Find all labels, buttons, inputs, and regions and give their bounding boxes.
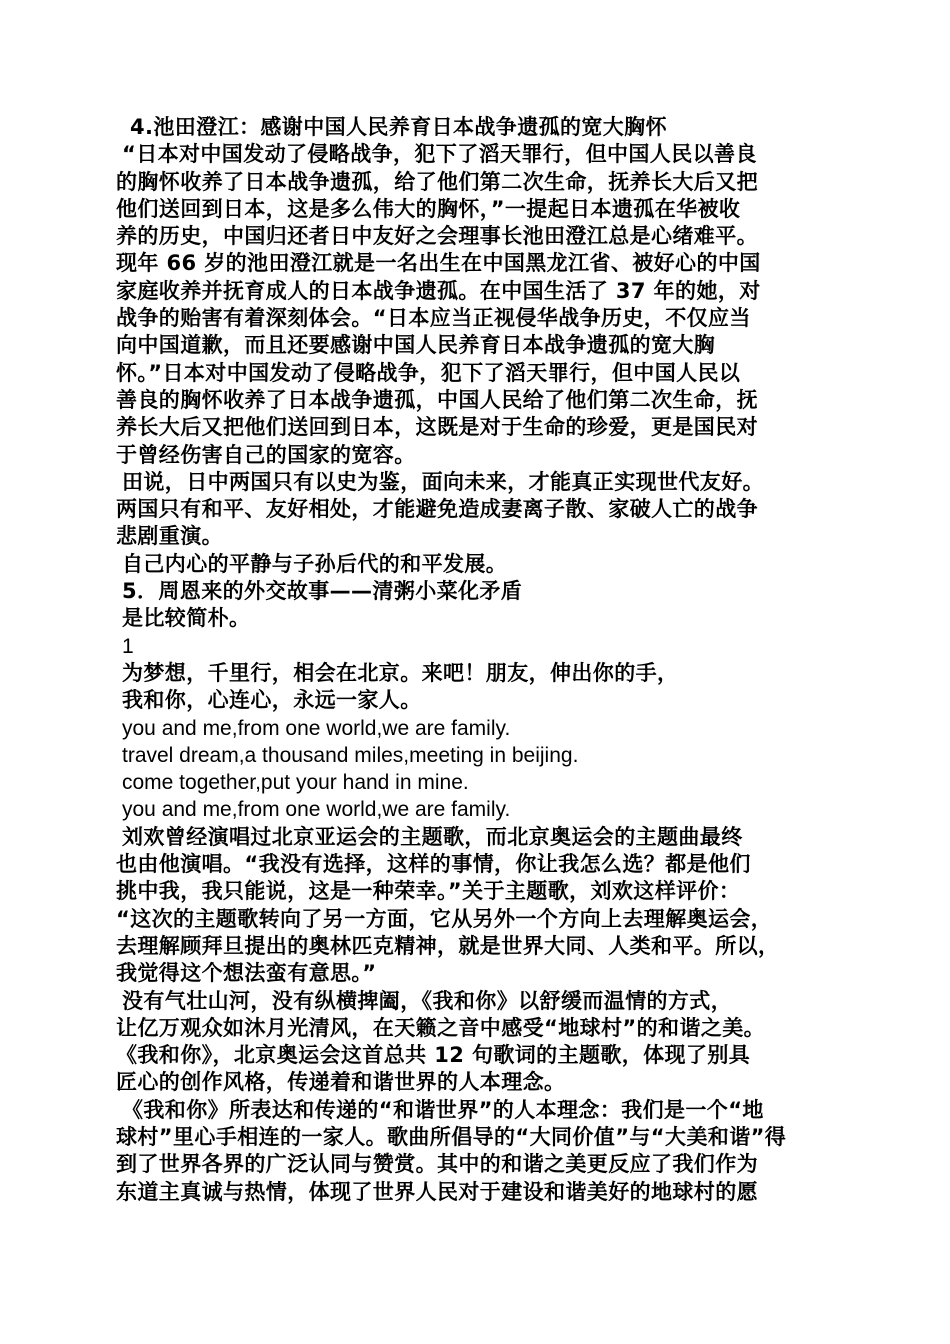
paragraph-line: 也由他演唱。“我没有选择，这样的事情，你让我怎么选？都是他们 [116,852,751,877]
paragraph-line: 《我和你》所表达和传递的“和谐世界”的人本理念：我们是一个“地 [122,1097,764,1122]
paragraph-line: 没有气壮山河，没有纵横捭阖，《我和你》以舒缓而温情的方式， [122,988,733,1013]
paragraph-line: 现年 66 岁的池田澄江就是一名出生在中国黑龙江省、被好心的中国 [116,251,761,276]
paragraph-line: 家庭收养并抚育成人的日本战争遗孤。在中国生活了 37 年的她，对 [116,278,761,303]
paragraph-line: 去理解顾拜旦提出的奥林匹克精神，就是世界大同、人类和平。所以， [116,933,780,958]
paragraph-line: 球村”里心手相连的一家人。歌曲所倡导的“大同价值”与“大美和谐”得 [116,1124,787,1149]
lyric-line: travel dream,a thousand miles,meeting in beijing. [122,743,579,767]
paragraph-line: 匠心的创作风格，传递着和谐世界的人本理念。 [116,1070,566,1095]
section-heading: 5．周恩来的外交故事——清粥小菜化矛盾 [122,579,523,604]
section-heading: 4.池田澄江：感谢中国人民养育日本战争遗孤的宽大胸怀 [130,115,667,139]
paragraph-line: 自己内心的平静与子孙后代的和平发展。 [122,551,508,576]
paragraph-line: 养长大后又把他们送回到日本，这既是对于生命的珍爱，更是国民对 [116,415,758,440]
paragraph-line: 于曾经伤害自己的国家的宽容。 [116,442,416,467]
paragraph-line: 是比较简朴。 [122,606,251,631]
lyric-line: come together,put your hand in mine. [122,771,469,795]
list-number: 1 [122,634,134,658]
paragraph-line: “日本对中国发动了侵略战争，犯下了滔天罪行，但中国人民以善良 [122,142,757,167]
lyric-line: 我和你，心连心，永远一家人。 [122,688,422,713]
paragraph-line: 善良的胸怀收养了日本战争遗孤，中国人民给了他们第二次生命，抚 [116,387,758,412]
paragraph-line: 田说，日中两国只有以史为鉴，面向未来，才能真正实现世代友好。 [122,469,764,494]
lyric-line: you and me,from one world,we are family. [122,716,511,740]
paragraph-line: “这次的主题歌转向了另一方面，它从另外一个方向上去理解奥运会， [116,906,773,931]
paragraph-line: 悲剧重演。 [116,524,223,549]
paragraph-line: 刘欢曾经演唱过北京亚运会的主题歌，而北京奥运会的主题曲最终 [122,824,743,849]
paragraph-line: 到了世界各界的广泛认同与赞赏。其中的和谐之美更反应了我们作为 [116,1152,758,1177]
paragraph-line: 他们送回到日本，这是多么伟大的胸怀，”一提起日本遗孤在华被收 [116,196,741,221]
paragraph-line: 《我和你》，北京奥运会这首总共 12 句歌词的主题歌，体现了别具 [116,1043,751,1068]
paragraph-line: 我觉得这个想法蛮有意思。” [116,961,377,986]
document-body [116,114,846,1206]
paragraph-line: 战争的贻害有着深刻体会。“日本应当正视侵华战争历史，不仅应当 [116,306,751,331]
paragraph-line: 怀。”日本对中国发动了侵略战争，犯下了滔天罪行，但中国人民以 [116,360,741,385]
lyric-line: you and me,from one world,we are family. [122,798,511,822]
paragraph-line: 两国只有和平、友好相处，才能避免造成妻离子散、家破人亡的战争 [116,497,758,522]
paragraph-line: 的胸怀收养了日本战争遗孤，给了他们第二次生命，抚养长大后又把 [116,169,758,194]
lyric-line: 为梦想，千里行，相会在北京。来吧！朋友，伸出你的手， [122,660,679,685]
paragraph-line: 让亿万观众如沐月光清风，在天籁之音中感受“地球村”的和谐之美。 [116,1015,766,1040]
paragraph-line: 挑中我，我只能说，这是一种荣幸。”关于主题歌，刘欢这样评价： [116,879,741,904]
paragraph-line: 向中国道歉，而且还要感谢中国人民养育日本战争遗孤的宽大胸 [116,333,716,358]
paragraph-line: 东道主真诚与热情，体现了世界人民对于建设和谐美好的地球村的愿 [116,1179,758,1204]
paragraph-line: 养的历史，中国归还者日中友好之会理事长池田澄江总是心绪难平。 [116,224,758,249]
